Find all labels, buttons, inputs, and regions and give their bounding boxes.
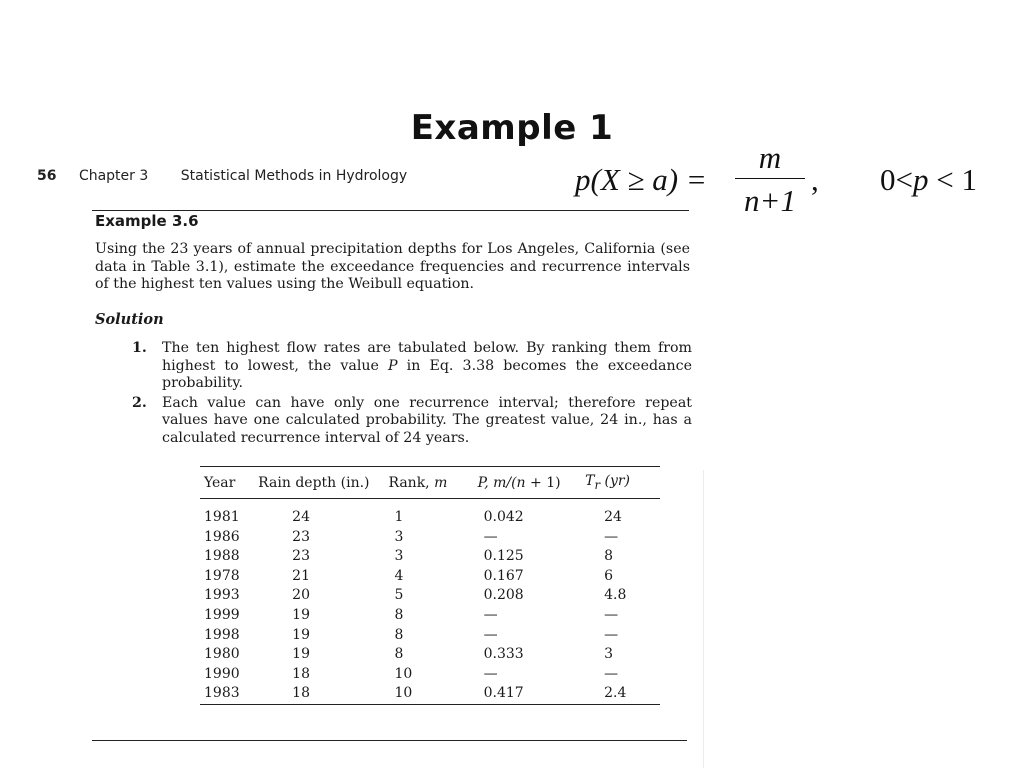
cell-rank: 8 bbox=[394, 606, 404, 623]
example-heading: Example 3.6 bbox=[95, 212, 199, 230]
cell-rank: 4 bbox=[394, 567, 404, 584]
footer-rule bbox=[92, 740, 687, 741]
cell-rain-depth: 19 bbox=[292, 626, 310, 643]
cell-recurrence: 2.4 bbox=[604, 685, 627, 702]
cell-year: 1978 bbox=[204, 567, 240, 584]
header-tr-unit: (yr) bbox=[600, 473, 631, 490]
header-rule bbox=[92, 210, 689, 211]
formula-separator: , bbox=[811, 162, 819, 197]
cell-rank: 8 bbox=[394, 626, 404, 643]
header-rank-label: Rank, bbox=[388, 474, 435, 491]
header-rain-depth: Rain depth (in.) bbox=[258, 474, 370, 491]
cell-recurrence: — bbox=[604, 606, 619, 623]
cell-recurrence: — bbox=[604, 665, 619, 682]
slide-title: Example 1 bbox=[410, 108, 614, 148]
formula-fraction bbox=[735, 140, 805, 219]
cell-recurrence: — bbox=[604, 528, 619, 545]
table-row bbox=[200, 586, 660, 606]
cell-year: 1986 bbox=[204, 528, 240, 545]
cell-probability: 0.167 bbox=[483, 567, 524, 584]
formula-denominator: n+1 bbox=[744, 183, 796, 218]
table-header-row bbox=[200, 467, 660, 499]
condition-right: < 1 bbox=[928, 162, 977, 197]
cell-recurrence: 6 bbox=[604, 567, 614, 584]
table-row bbox=[200, 684, 660, 704]
cell-probability: 0.208 bbox=[483, 587, 524, 604]
cell-year: 1983 bbox=[204, 685, 240, 702]
table-row bbox=[200, 499, 660, 528]
cell-probability: 0.125 bbox=[483, 548, 524, 565]
formula-lhs: p(X ≥ a) = bbox=[575, 162, 707, 197]
cell-rain-depth: 21 bbox=[292, 567, 310, 584]
table-row bbox=[200, 665, 660, 685]
cell-recurrence: 3 bbox=[604, 646, 614, 663]
cell-year: 1993 bbox=[204, 587, 240, 604]
header-rank-var: m bbox=[434, 474, 448, 491]
cell-probability: 0.333 bbox=[483, 646, 524, 663]
step-number: 1. bbox=[132, 340, 147, 356]
cell-rain-depth: 18 bbox=[292, 665, 310, 682]
cell-year: 1999 bbox=[204, 606, 240, 623]
cell-rank: 1 bbox=[394, 509, 404, 525]
table-row bbox=[200, 567, 660, 587]
cell-rain-depth: 20 bbox=[292, 587, 310, 604]
page-number: 56 bbox=[37, 168, 57, 184]
step-text-cont: in Eq. 3.38 becomes the exceedance probability. bbox=[162, 357, 692, 391]
table-row bbox=[200, 606, 660, 626]
cell-year: 1990 bbox=[204, 665, 240, 682]
cell-probability: — bbox=[483, 626, 498, 643]
ranking-table bbox=[200, 466, 660, 705]
header-prob-expr: P, m/(n bbox=[477, 474, 526, 491]
cell-rank: 3 bbox=[394, 528, 404, 545]
example-body: Using the 23 years of annual precipitation depths for Los Angeles, California (see data in Table 3.1), estimate the exceedance frequencies and recurrence intervals of the highest ten values using the Weibull equation. bbox=[95, 241, 690, 292]
header-probability bbox=[470, 467, 578, 499]
header-tr-sub: r bbox=[594, 477, 601, 492]
chapter-title: Statistical Methods in Hydrology bbox=[180, 168, 408, 184]
cell-rain-depth: 24 bbox=[292, 509, 310, 525]
cell-probability: 0.042 bbox=[483, 509, 524, 525]
table-row bbox=[200, 645, 660, 665]
cell-probability: 0.417 bbox=[483, 685, 524, 702]
cell-recurrence: 4.8 bbox=[604, 587, 627, 604]
step-text: Each value can have only one recurrence interval; therefore repeat values have one calculated probability. The greatest value, 24 in., has a calculated recurrence interval of 24 years. bbox=[162, 394, 692, 446]
header-rank bbox=[380, 467, 469, 499]
header-prob-tail: + 1) bbox=[525, 474, 561, 491]
condition-left: 0< bbox=[880, 162, 913, 197]
fraction-bar bbox=[735, 178, 805, 179]
cell-recurrence: — bbox=[604, 626, 619, 643]
table-row bbox=[200, 528, 660, 548]
formula-numerator: m bbox=[758, 140, 782, 175]
cell-rank: 10 bbox=[394, 685, 413, 702]
cell-year: 1981 bbox=[204, 509, 240, 525]
cell-recurrence: 8 bbox=[604, 548, 614, 565]
book-page-header bbox=[37, 168, 687, 184]
chapter-label: Chapter 3 bbox=[78, 168, 149, 184]
cell-rain-depth: 19 bbox=[292, 646, 310, 663]
cell-probability: — bbox=[483, 665, 498, 682]
cell-rank: 3 bbox=[394, 548, 404, 565]
cell-probability: — bbox=[483, 606, 498, 623]
cell-rain-depth: 18 bbox=[292, 685, 310, 702]
solution-steps bbox=[132, 340, 692, 449]
solution-step bbox=[132, 395, 692, 448]
header-recurrence bbox=[577, 467, 660, 499]
cell-year: 1988 bbox=[204, 548, 240, 565]
cell-rain-depth: 23 bbox=[292, 548, 310, 565]
cell-probability: — bbox=[483, 528, 498, 545]
cell-rain-depth: 19 bbox=[292, 606, 310, 623]
solution-label: Solution bbox=[95, 311, 164, 328]
table-row bbox=[200, 626, 660, 646]
formula-condition bbox=[880, 162, 977, 198]
cell-rain-depth: 23 bbox=[292, 528, 310, 545]
condition-var: p bbox=[912, 162, 929, 197]
step-number: 2. bbox=[132, 394, 147, 411]
header-tr-symbol: T bbox=[585, 473, 595, 490]
cell-recurrence: 24 bbox=[604, 509, 622, 525]
cell-year: 1998 bbox=[204, 626, 240, 643]
header-year: Year bbox=[204, 474, 236, 491]
solution-step bbox=[132, 340, 692, 393]
cell-rank: 10 bbox=[394, 665, 413, 682]
cell-rank: 8 bbox=[394, 646, 404, 663]
cell-year: 1980 bbox=[204, 646, 240, 663]
table-row bbox=[200, 547, 660, 567]
step-var: P bbox=[388, 357, 398, 374]
scan-edge bbox=[703, 470, 704, 768]
step-text: The ten highest flow rates are tabulated below. By ranking them from highest to lowest, the value bbox=[162, 340, 692, 374]
cell-rank: 5 bbox=[394, 587, 404, 604]
